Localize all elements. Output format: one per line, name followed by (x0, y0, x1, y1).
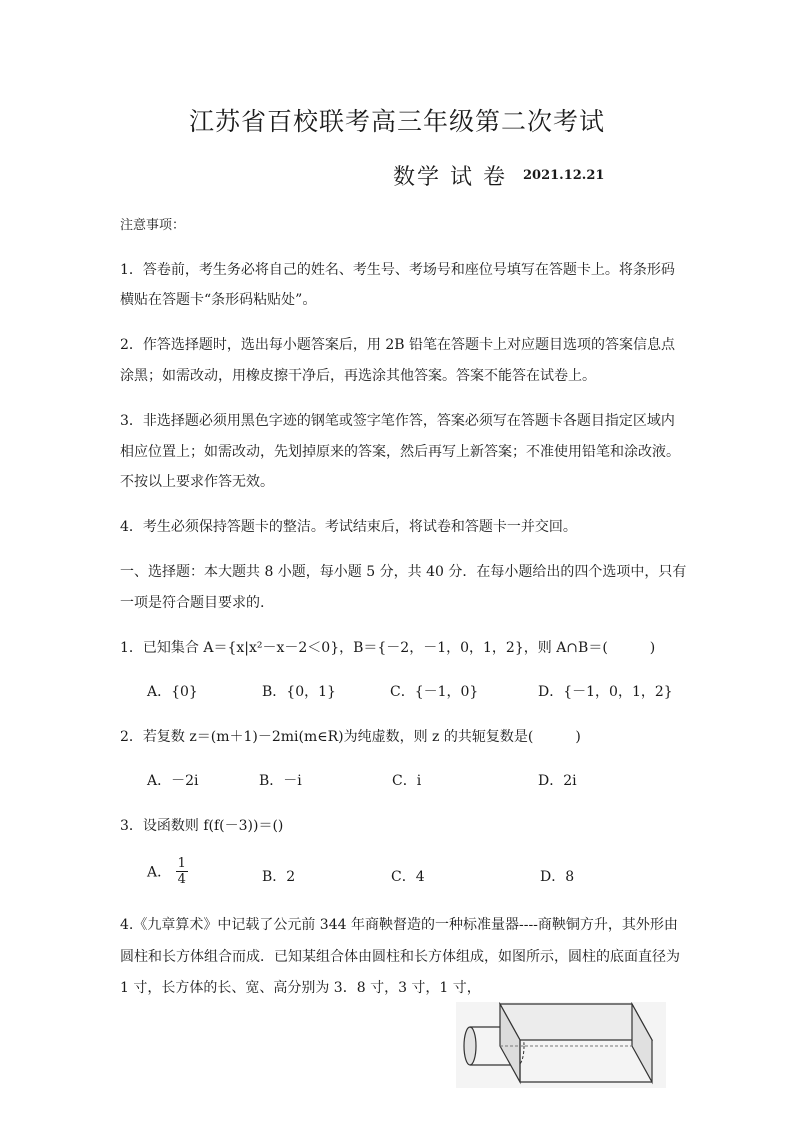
notice-item-4: 4．考生必须保持答题卡的整洁。考试结束后，将试卷和答题卡一并交回。 (120, 519, 577, 535)
question-1-option-a: A．{0} (147, 684, 198, 700)
question-3-option-a (147, 856, 188, 887)
section-1-instructions-line-2: 一项是符合题目要求的. (120, 595, 265, 611)
fraction-denominator: 4 (177, 872, 186, 887)
option-a-label: A． (147, 864, 172, 881)
question-4-line-3: 1 寸，长方体的长、宽、高分别为 3．8 寸，3 寸，1 寸， (120, 980, 481, 996)
fraction-numerator: 1 (177, 856, 186, 871)
fraction-one-quarter (176, 856, 188, 887)
question-3-option-c: C．4 (391, 869, 425, 885)
question-3-stem: 3．设函数则 f(f(－3))＝() (120, 818, 284, 834)
question-2-stem: 2．若复数 z＝(m＋1)－2mi(m∈R)为纯虚数，则 z 的共轭复数是( ) (120, 729, 581, 745)
question-1-option-d: D．{－1，0，1，2} (538, 684, 673, 700)
notice-item-2-line-2: 涂黑；如需改动，用橡皮擦干净后，再选涂其他答案。答案不能答在试卷上。 (120, 368, 596, 384)
exam-title: 江苏省百校联考高三年级第二次考试 (188, 107, 605, 136)
notice-item-3-line-1: 3．非选择题必须用黑色字迹的钢笔或签字笔作答，答案必须写在答题卡各题目指定区域内 (120, 413, 675, 429)
exam-date: 2021.12.21 (523, 168, 605, 183)
section-1-instructions-line-1: 一、选择题：本大题共 8 小题，每小题 5 分，共 40 分．在每小题给出的四个选项中，只有 (120, 564, 687, 580)
notice-item-1-line-2: 横贴在答题卡“条形码粘贴处”。 (120, 292, 317, 308)
question-3-option-b: B．2 (262, 869, 296, 885)
notice-heading: 注意事项： (120, 218, 186, 233)
notice-item-1-line-1: 1．答卷前，考生务必将自己的姓名、考生号、考场号和座位号填写在答题卡上。将条形码 (120, 262, 675, 278)
notice-item-3-line-3: 不按以上要求作答无效。 (120, 474, 274, 490)
notice-item-3-line-2: 相应位置上；如需改动，先划掉原来的答案，然后再写上新答案；不准使用铅笔和涂改液。 (120, 444, 680, 460)
question-1-stem: 1．已知集合 A＝{x|x²－x－2＜0}，B＝{－2，－1，0，1，2}，则 A∩B＝( ) (120, 640, 656, 656)
question-2-option-a: A．－2i (147, 773, 199, 789)
question-1-option-b: B．{0，1} (262, 684, 336, 700)
question-2-option-c: C．i (392, 773, 422, 789)
question-3-option-d: D．8 (540, 869, 575, 885)
question-2-option-d: D．2i (538, 773, 577, 789)
question-4-line-2: 圆柱和长方体组合而成．已知某组合体由圆柱和长方体组成，如图所示，圆柱的底面直径为 (120, 949, 680, 965)
question-2-option-b: B．－i (259, 773, 302, 789)
question-4-line-1: 4.《九章算术》中记载了公元前 344 年商鞅督造的一种标准量器----商鞅铜方升，其外形由 (120, 917, 678, 933)
cylinder-cuboid-figure (456, 1002, 666, 1088)
exam-subject: 数学 试 卷 (393, 165, 507, 190)
question-1-option-c: C．{－1，0} (390, 684, 479, 700)
solid-figure-drawing (456, 1002, 666, 1088)
notice-item-2-line-1: 2．作答选择题时，选出每小题答案后，用 2B 铅笔在答题卡上对应题目选项的答案信息点 (120, 337, 676, 353)
